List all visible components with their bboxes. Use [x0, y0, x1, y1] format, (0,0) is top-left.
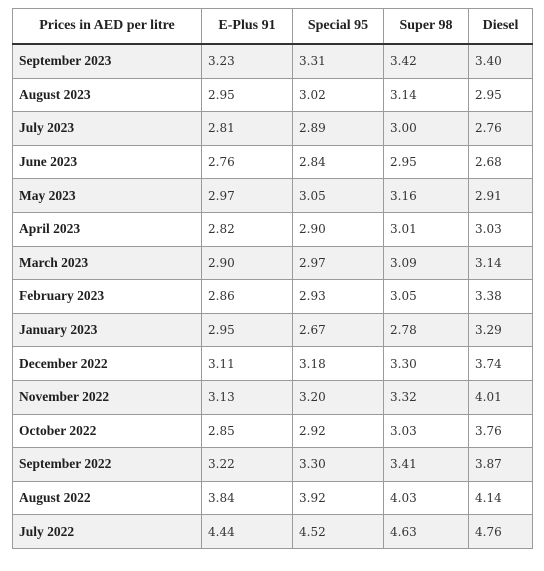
e-plus-91-cell: 4.44 [202, 515, 293, 549]
super-98-cell: 3.09 [384, 246, 469, 280]
month-cell: May 2023 [13, 179, 202, 213]
super-98-cell: 3.00 [384, 112, 469, 146]
table-row [13, 414, 533, 448]
special-95-cell: 2.93 [293, 280, 384, 314]
table-row [13, 280, 533, 314]
e-plus-91-cell: 2.82 [202, 212, 293, 246]
e-plus-91-cell: 3.11 [202, 347, 293, 381]
special-95-cell: 3.20 [293, 380, 384, 414]
header-e-plus-91: E-Plus 91 [202, 9, 293, 45]
diesel-cell: 2.76 [469, 112, 533, 146]
month-cell: November 2022 [13, 380, 202, 414]
e-plus-91-cell: 2.85 [202, 414, 293, 448]
fuel-price-table [12, 8, 533, 549]
diesel-cell: 3.40 [469, 44, 533, 78]
special-95-cell: 3.02 [293, 78, 384, 112]
special-95-cell: 4.52 [293, 515, 384, 549]
special-95-cell: 3.30 [293, 448, 384, 482]
table-row [13, 212, 533, 246]
header-diesel: Diesel [469, 9, 533, 45]
special-95-cell: 3.18 [293, 347, 384, 381]
table-row [13, 347, 533, 381]
month-cell: January 2023 [13, 313, 202, 347]
month-cell: April 2023 [13, 212, 202, 246]
super-98-cell: 3.14 [384, 78, 469, 112]
month-cell: July 2022 [13, 515, 202, 549]
super-98-cell: 2.95 [384, 145, 469, 179]
special-95-cell: 2.84 [293, 145, 384, 179]
special-95-cell: 2.67 [293, 313, 384, 347]
e-plus-91-cell: 2.97 [202, 179, 293, 213]
month-cell: September 2023 [13, 44, 202, 78]
e-plus-91-cell: 3.23 [202, 44, 293, 78]
diesel-cell: 3.14 [469, 246, 533, 280]
e-plus-91-cell: 3.13 [202, 380, 293, 414]
table-row [13, 246, 533, 280]
e-plus-91-cell: 2.81 [202, 112, 293, 146]
table-row [13, 313, 533, 347]
diesel-cell: 3.38 [469, 280, 533, 314]
e-plus-91-cell: 2.95 [202, 313, 293, 347]
month-cell: August 2023 [13, 78, 202, 112]
special-95-cell: 3.92 [293, 481, 384, 515]
special-95-cell: 2.92 [293, 414, 384, 448]
diesel-cell: 4.01 [469, 380, 533, 414]
e-plus-91-cell: 3.22 [202, 448, 293, 482]
e-plus-91-cell: 2.90 [202, 246, 293, 280]
month-cell: December 2022 [13, 347, 202, 381]
super-98-cell: 3.30 [384, 347, 469, 381]
month-cell: September 2022 [13, 448, 202, 482]
super-98-cell: 3.05 [384, 280, 469, 314]
special-95-cell: 2.89 [293, 112, 384, 146]
special-95-cell: 2.97 [293, 246, 384, 280]
super-98-cell: 3.41 [384, 448, 469, 482]
table-row [13, 78, 533, 112]
table-row [13, 44, 533, 78]
special-95-cell: 3.05 [293, 179, 384, 213]
e-plus-91-cell: 2.95 [202, 78, 293, 112]
table-header [13, 9, 533, 45]
e-plus-91-cell: 3.84 [202, 481, 293, 515]
table-row [13, 448, 533, 482]
super-98-cell: 4.03 [384, 481, 469, 515]
super-98-cell: 3.16 [384, 179, 469, 213]
header-row [13, 9, 533, 45]
table-body [13, 44, 533, 548]
table-row [13, 179, 533, 213]
month-cell: October 2022 [13, 414, 202, 448]
header-super-98: Super 98 [384, 9, 469, 45]
diesel-cell: 4.76 [469, 515, 533, 549]
diesel-cell: 3.03 [469, 212, 533, 246]
diesel-cell: 3.74 [469, 347, 533, 381]
table-row [13, 145, 533, 179]
table-row [13, 481, 533, 515]
diesel-cell: 2.95 [469, 78, 533, 112]
diesel-cell: 3.76 [469, 414, 533, 448]
table-row [13, 380, 533, 414]
super-98-cell: 2.78 [384, 313, 469, 347]
header-period: Prices in AED per litre [13, 9, 202, 45]
super-98-cell: 4.63 [384, 515, 469, 549]
month-cell: February 2023 [13, 280, 202, 314]
month-cell: March 2023 [13, 246, 202, 280]
e-plus-91-cell: 2.76 [202, 145, 293, 179]
diesel-cell: 2.91 [469, 179, 533, 213]
table-row [13, 515, 533, 549]
header-special-95: Special 95 [293, 9, 384, 45]
special-95-cell: 3.31 [293, 44, 384, 78]
diesel-cell: 4.14 [469, 481, 533, 515]
super-98-cell: 3.03 [384, 414, 469, 448]
e-plus-91-cell: 2.86 [202, 280, 293, 314]
super-98-cell: 3.01 [384, 212, 469, 246]
diesel-cell: 2.68 [469, 145, 533, 179]
month-cell: July 2023 [13, 112, 202, 146]
super-98-cell: 3.32 [384, 380, 469, 414]
month-cell: June 2023 [13, 145, 202, 179]
special-95-cell: 2.90 [293, 212, 384, 246]
super-98-cell: 3.42 [384, 44, 469, 78]
diesel-cell: 3.29 [469, 313, 533, 347]
fuel-price-table-container [12, 8, 532, 549]
diesel-cell: 3.87 [469, 448, 533, 482]
table-row [13, 112, 533, 146]
month-cell: August 2022 [13, 481, 202, 515]
